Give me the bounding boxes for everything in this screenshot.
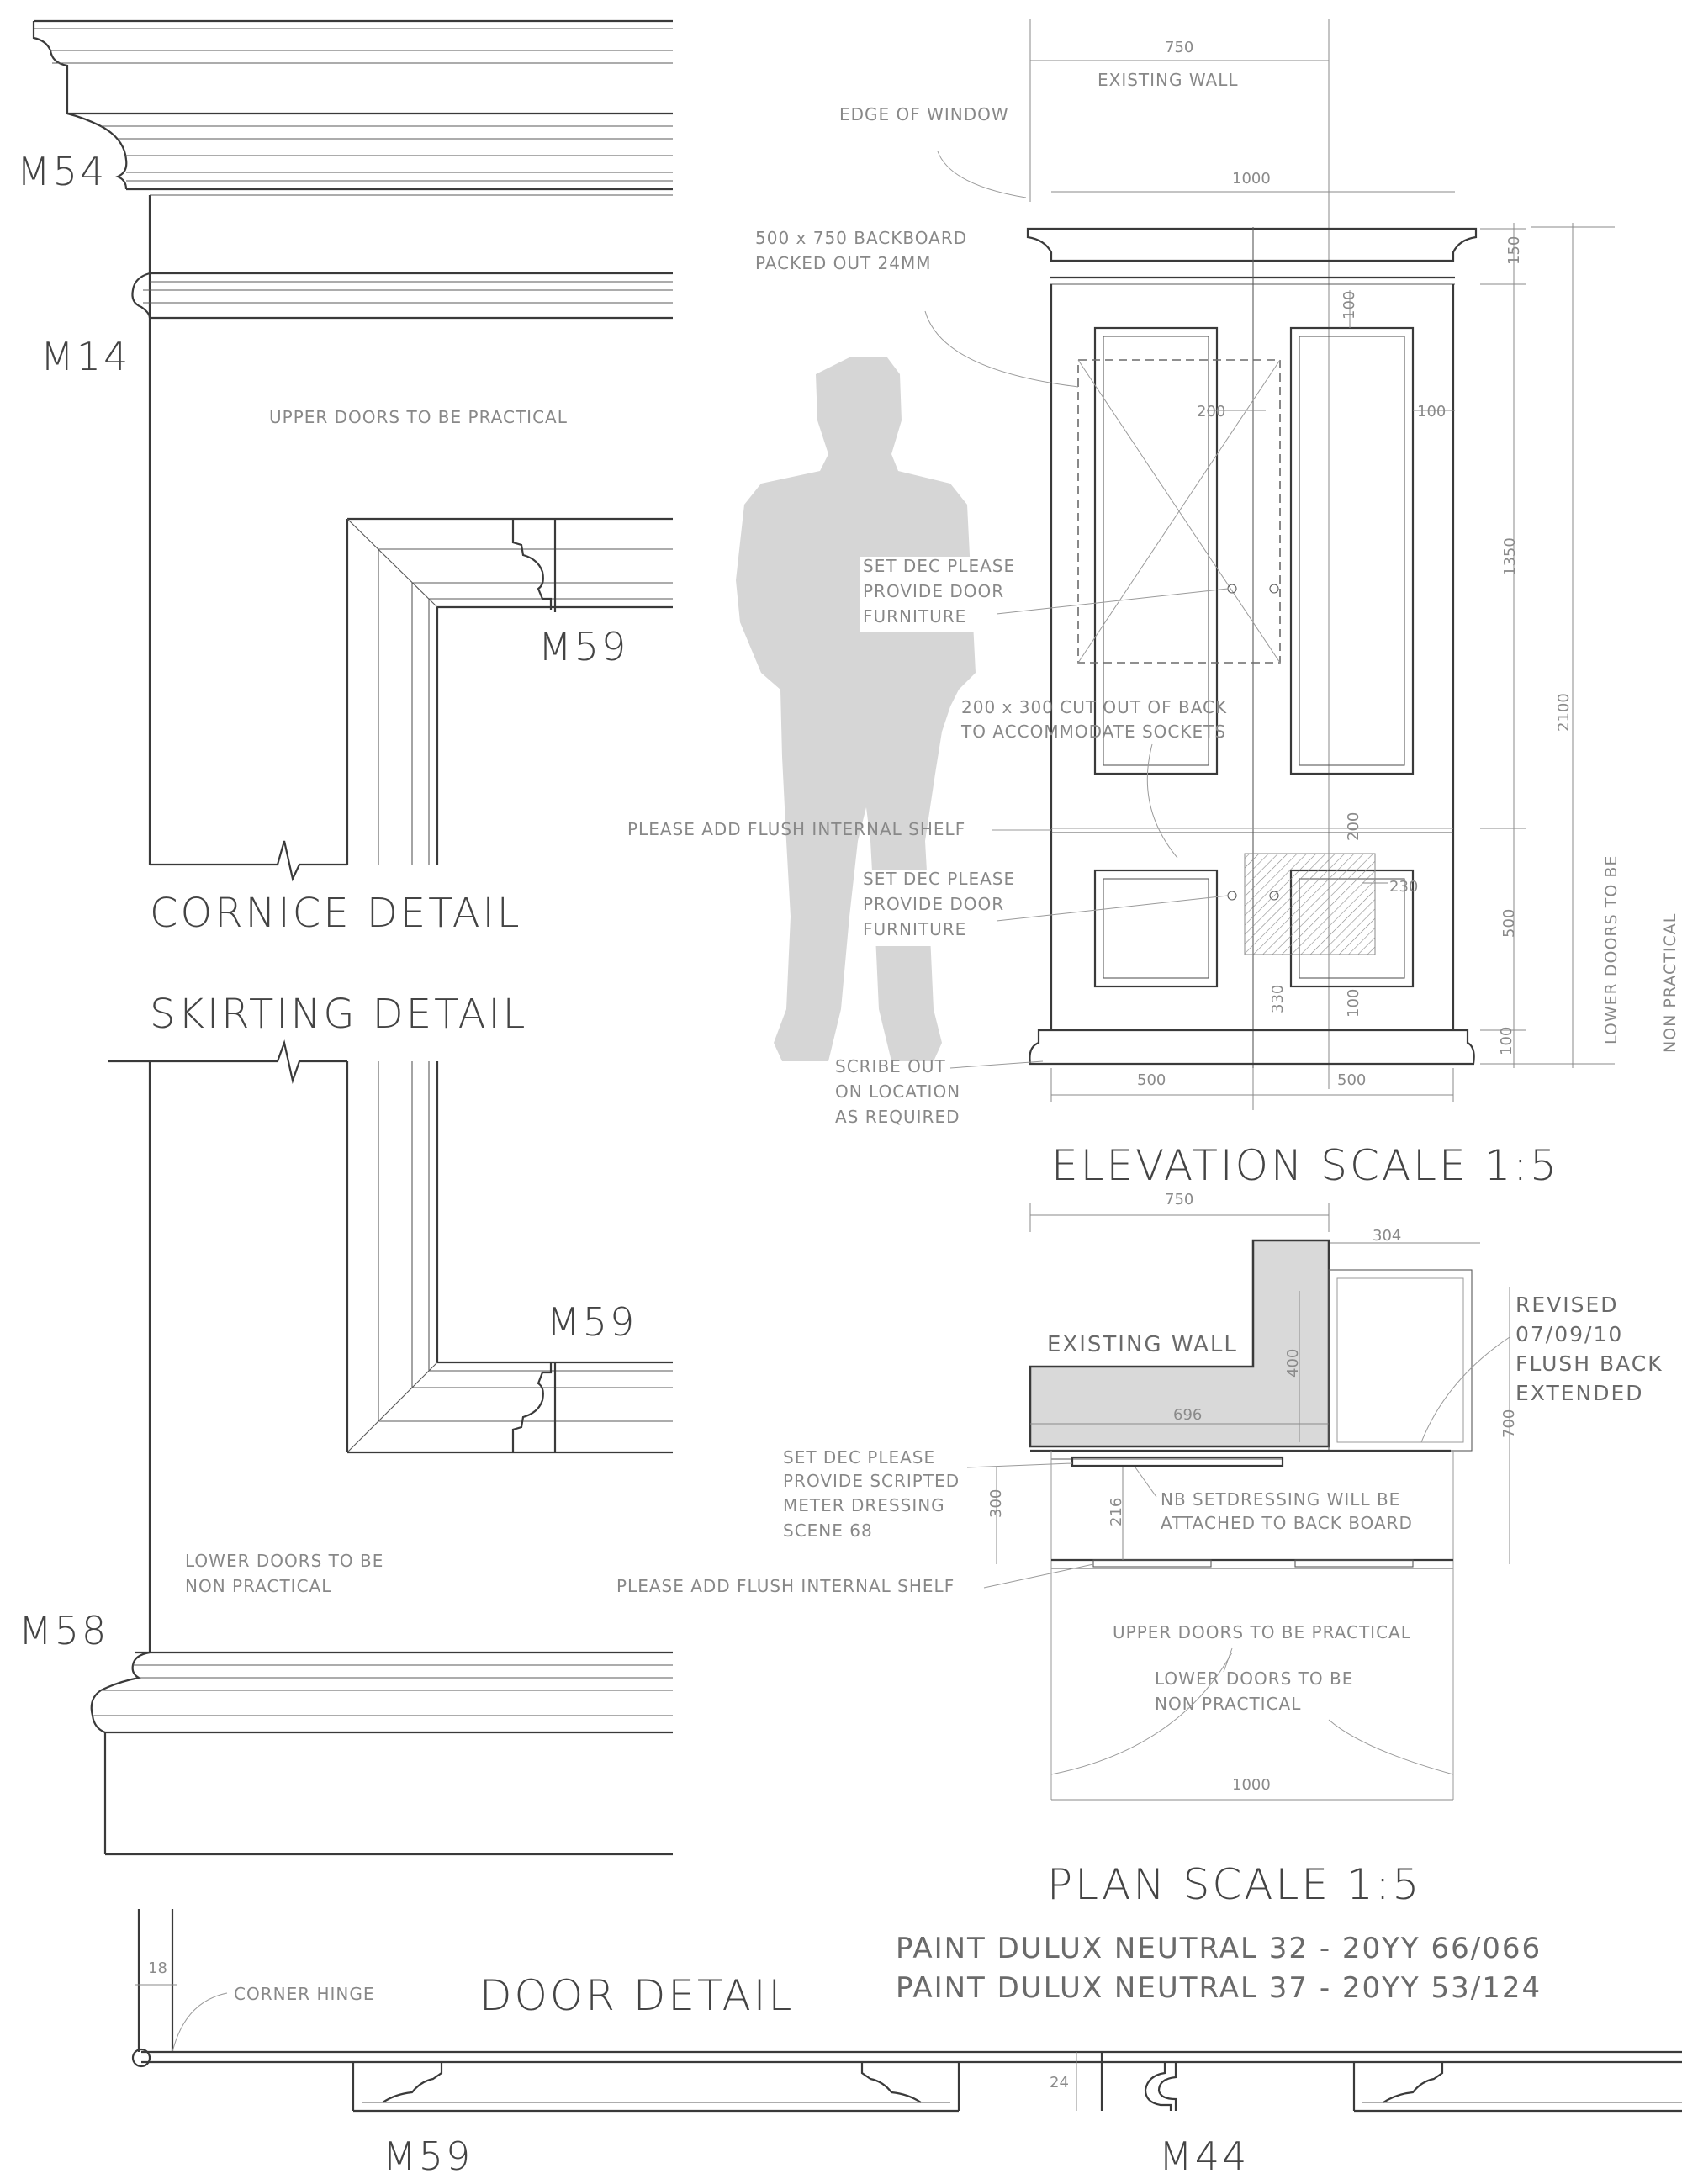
- set-dec-meter-4: SCENE 68: [783, 1520, 873, 1541]
- cornice-detail: [17, 21, 673, 937]
- set-dec-lower-2: PROVIDE DOOR: [863, 894, 1005, 914]
- nb-setdressing-2: ATTACHED TO BACK BOARD: [1161, 1513, 1413, 1533]
- upper-doors-practical-plan: UPPER DOORS TO BE PRACTICAL: [1113, 1622, 1411, 1642]
- set-dec-lower-3: FURNITURE: [863, 919, 967, 939]
- break-line-upper: [150, 841, 347, 879]
- lower-doors-note-vertical-1: LOWER DOORS TO BE: [1602, 854, 1621, 1044]
- existing-wall-plan-note: EXISTING WALL: [1047, 1332, 1238, 1357]
- flush-shelf-note-elev: PLEASE ADD FLUSH INTERNAL SHELF: [627, 819, 966, 839]
- paint-spec-1: PAINT DULUX NEUTRAL 32 - 20YY 66/066: [896, 1932, 1542, 1965]
- plan-dim-1000: 1000: [1232, 1776, 1271, 1794]
- elevation-title: ELEVATION SCALE 1:5: [1051, 1141, 1559, 1190]
- door-dim-18: 18: [148, 1959, 167, 1977]
- set-dec-meter-1: SET DEC PLEASE: [783, 1447, 936, 1467]
- flush-shelf-note-plan: PLEASE ADD FLUSH INTERNAL SHELF: [616, 1576, 955, 1596]
- scribe-note-3: AS REQUIRED: [835, 1107, 960, 1127]
- door-dim-24: 24: [1050, 2074, 1069, 2091]
- plan-view: [616, 1191, 1663, 1909]
- break-line-lower: [108, 1043, 347, 1081]
- plan-dim-300: 300: [987, 1489, 1005, 1518]
- plan-dim-750: 750: [1165, 1191, 1194, 1208]
- lower-doors-plan-1: LOWER DOORS TO BE: [1155, 1668, 1354, 1689]
- skirting-detail: [19, 991, 673, 1854]
- m58-skirting-profile: [92, 1653, 673, 1854]
- revised-4: EXTENDED: [1515, 1381, 1644, 1405]
- set-dec-upper-2: PROVIDE DOOR: [863, 581, 1005, 601]
- m59-panel-corner-upper: [347, 519, 673, 865]
- m44-bead-section: [1102, 2052, 1176, 2111]
- set-dec-meter-2: PROVIDE SCRIPTED: [783, 1471, 960, 1491]
- plan-dim-700: 700: [1500, 1409, 1518, 1438]
- elev-dim-200: 200: [1197, 403, 1226, 420]
- elev-dim-500-right-bottom: 500: [1337, 1071, 1367, 1089]
- m44-label: M44: [1159, 2134, 1250, 2179]
- elev-dim-330: 330: [1269, 984, 1287, 1013]
- set-dec-upper-1: SET DEC PLEASE: [863, 556, 1016, 576]
- m59-door-section: [353, 2062, 959, 2111]
- plan-title: PLAN SCALE 1:5: [1047, 1860, 1422, 1909]
- elev-dim-230: 230: [1389, 878, 1419, 896]
- lower-doors-note-left-1: LOWER DOORS TO BE: [185, 1551, 384, 1571]
- upper-doors-practical-note-left: UPPER DOORS TO BE PRACTICAL: [269, 407, 568, 427]
- plan-dim-216: 216: [1108, 1497, 1125, 1526]
- lower-doors-note-vertical-2: NON PRACTICAL: [1661, 912, 1679, 1053]
- elev-dim-500-left: 500: [1137, 1071, 1166, 1089]
- nb-setdressing-1: NB SETDRESSING WILL BE: [1161, 1489, 1401, 1510]
- lower-doors-note-left-2: NON PRACTICAL: [185, 1576, 332, 1596]
- elev-dim-150: 150: [1505, 235, 1523, 265]
- corner-hinge-note: CORNER HINGE: [234, 1984, 375, 2004]
- cornice-detail-title: CORNICE DETAIL: [150, 890, 522, 937]
- m54-cornice-profile: [34, 21, 673, 189]
- revised-1: REVISED: [1515, 1293, 1619, 1317]
- plan-dim-696: 696: [1173, 1406, 1203, 1424]
- elev-dim-750: 750: [1165, 39, 1194, 56]
- m14-profile: [132, 195, 673, 865]
- m59-skirting-label: M59: [547, 1299, 637, 1345]
- m59-cornice-label: M59: [538, 624, 629, 669]
- m59-panel-corner-lower: [347, 1061, 673, 1452]
- m58-label: M58: [19, 1608, 109, 1653]
- door-detail-title: DOOR DETAIL: [479, 1971, 795, 2020]
- elev-dim-2100: 2100: [1555, 693, 1573, 732]
- m59-door-section-right: [1354, 2062, 1682, 2111]
- paint-spec-2: PAINT DULUX NEUTRAL 37 - 20YY 53/124: [896, 1971, 1542, 2005]
- socket-cut-out: [1245, 854, 1375, 955]
- backboard-note-1: 500 x 750 BACKBOARD: [755, 228, 968, 248]
- set-dec-meter-3: METER DRESSING: [783, 1495, 945, 1515]
- revised-3: FLUSH BACK: [1515, 1351, 1663, 1376]
- revised-2: 07/09/10: [1515, 1322, 1624, 1346]
- elev-dim-100-bottom-rail: 100: [1345, 988, 1362, 1018]
- elev-dim-100-top: 100: [1341, 290, 1358, 320]
- scribe-note-2: ON LOCATION: [835, 1081, 961, 1102]
- elev-dim-500-right: 500: [1500, 908, 1518, 938]
- m59-door-label: M59: [383, 2134, 473, 2179]
- skirting-detail-title: SKIRTING DETAIL: [150, 991, 528, 1038]
- human-silhouette: [736, 357, 976, 1061]
- edge-of-window-note: EDGE OF WINDOW: [839, 104, 1009, 124]
- m54-label: M54: [17, 149, 108, 194]
- cut-out-note-2: TO ACCOMMODATE SOCKETS: [961, 722, 1227, 742]
- elev-dim-1000: 1000: [1232, 170, 1271, 188]
- elev-dim-200-mid: 200: [1345, 812, 1362, 841]
- elev-dim-100-side: 100: [1417, 403, 1447, 420]
- scribe-note-1: SCRIBE OUT: [835, 1056, 946, 1076]
- elev-existing-wall-note: EXISTING WALL: [1098, 70, 1239, 90]
- elev-dim-1350: 1350: [1501, 537, 1519, 576]
- backboard-note-2: PACKED OUT 24MM: [755, 253, 932, 273]
- plan-dim-400: 400: [1284, 1348, 1302, 1378]
- elev-dim-100-plinth: 100: [1498, 1026, 1515, 1055]
- cut-out-note-1: 200 x 300 CUT OUT OF BACK: [961, 697, 1228, 717]
- m14-label: M14: [40, 334, 131, 379]
- lower-doors-plan-2: NON PRACTICAL: [1155, 1694, 1302, 1714]
- plan-dim-304: 304: [1373, 1227, 1402, 1245]
- set-dec-lower-1: SET DEC PLEASE: [863, 869, 1016, 889]
- set-dec-upper-3: FURNITURE: [863, 606, 967, 627]
